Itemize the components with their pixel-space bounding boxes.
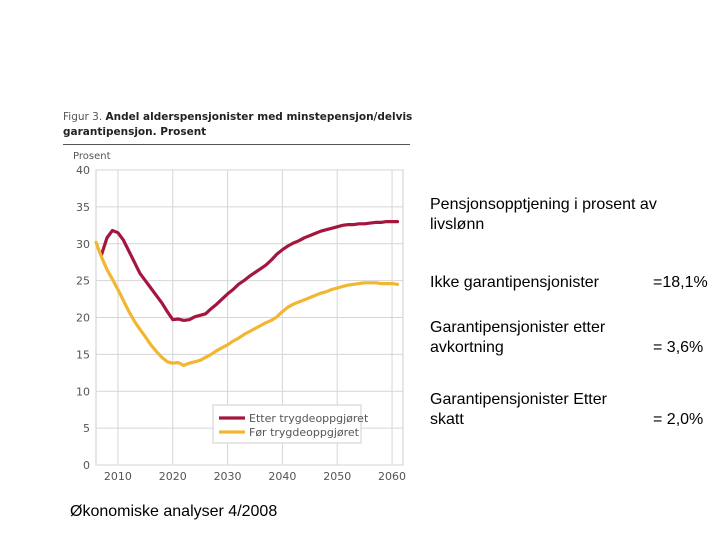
y-tick-label: 30: [76, 237, 90, 251]
y-tick-label: 35: [76, 200, 90, 214]
legend-label: Før trygdeoppgjøret: [249, 426, 359, 439]
info-row-value: = 2,0%: [653, 411, 704, 428]
y-tick-label: 15: [76, 348, 90, 362]
info-row-label: Garantipensjonister etter avkortning: [430, 319, 606, 356]
x-tick-label: 2060: [378, 470, 407, 483]
info-row: [430, 318, 715, 358]
series-line-1: [102, 222, 398, 321]
x-tick-label: 2040: [268, 470, 297, 483]
info-row: [430, 390, 715, 430]
y-axis-ticks: [76, 164, 90, 472]
info-heading: Pensjonsopptjening i prosent av livslønn: [430, 196, 657, 233]
chart-title: Andel alderspensjonister med minstepensjon/delvis garantipensjon. Prosent: [63, 111, 413, 138]
figure-label: Figur 3.: [63, 111, 103, 123]
info-row-value: =18,1%: [653, 274, 708, 291]
y-axis-label: Prosent: [73, 151, 111, 162]
y-tick-label: 25: [76, 274, 90, 288]
legend-label: Etter trygdeoppgjøret: [249, 412, 369, 425]
x-tick-label: 2020: [158, 470, 187, 483]
x-tick-label: 2030: [213, 470, 242, 483]
x-tick-label: 2050: [323, 470, 352, 483]
series-lines: [96, 222, 398, 366]
series-line-2: [96, 242, 398, 365]
figure-title: [63, 110, 413, 140]
info-row-value: = 3,6%: [653, 339, 704, 356]
y-tick-label: 20: [76, 311, 90, 325]
info-row-label: Ikke garantipensjonister: [430, 274, 599, 291]
x-tick-label: 2010: [103, 470, 132, 483]
info-row-label: Garantipensjonister Etter skatt: [430, 391, 607, 428]
info-panel: [430, 195, 715, 430]
y-tick-label: 5: [83, 422, 90, 436]
y-tick-label: 0: [83, 459, 90, 472]
source-citation: Økonomiske analyser 4/2008: [70, 503, 278, 520]
chart-legend: [213, 405, 369, 443]
x-axis-ticks: [104, 470, 406, 483]
y-tick-label: 40: [76, 164, 90, 177]
title-divider: [63, 144, 410, 145]
info-row: [430, 273, 715, 293]
line-chart: [63, 147, 413, 487]
y-tick-label: 10: [76, 385, 90, 399]
